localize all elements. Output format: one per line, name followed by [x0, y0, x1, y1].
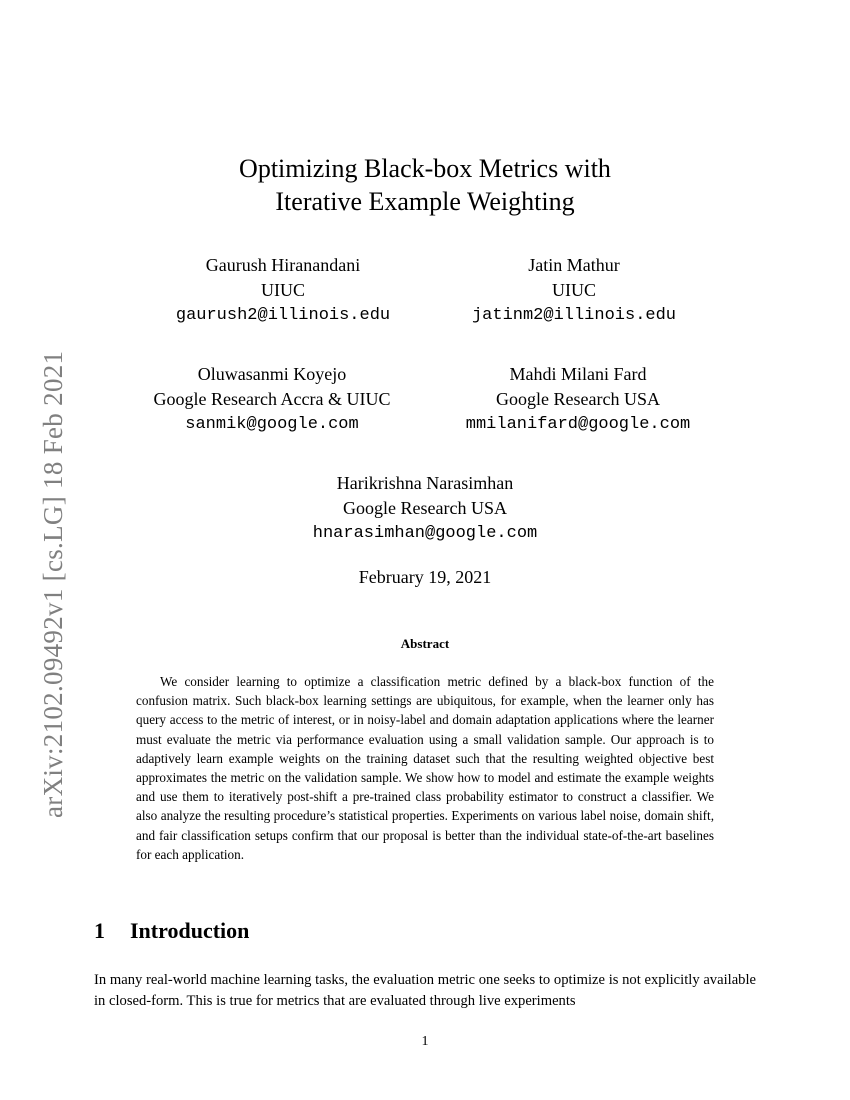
- author-email[interactable]: jatinm2@illinois.edu: [471, 306, 677, 325]
- author-affiliation: UIUC: [261, 280, 305, 300]
- paper-title: [0, 152, 850, 218]
- section-heading: [94, 918, 249, 944]
- publication-date: February 19, 2021: [358, 567, 492, 587]
- author-email[interactable]: gaurush2@illinois.edu: [175, 306, 391, 325]
- author-name: Harikrishna Narasimhan: [336, 473, 514, 493]
- author-block: [255, 471, 595, 546]
- author-affiliation: UIUC: [552, 280, 596, 300]
- abstract-text: We consider learning to optimize a classification metric defined by a black-box function of the confusion matrix. Such black-box learning settings are ubiquitous, for example, when the learner only has query access to the metric of interest, or in noisy-label and domain adaptation applications where the learner must evaluate the metric via performance evaluation using a small validation sample. Our approach is to adaptively learn example weights on the training dataset such that the resulting weighted objective best approximates the metric on the validation sample. We show how to model and estimate the example weights and use them to iteratively post-shift a pre-trained class probability estimator to construct a classifier. We also analyze the resulting procedure’s statistical properties. Experiments on various label noise, domain shift, and fair classification setups confirm that our proposal is better than the individual state-of-the-art baselines for each application.: [136, 674, 714, 862]
- abstract-heading: Abstract: [400, 636, 450, 651]
- author-affiliation: Google Research USA: [496, 389, 660, 409]
- author-block: [408, 362, 748, 437]
- author-name: Jatin Mathur: [528, 255, 620, 275]
- author-affiliation: Google Research Accra & UIUC: [153, 389, 391, 409]
- author-block: [113, 253, 453, 328]
- author-block: [102, 362, 442, 437]
- author-email[interactable]: hnarasimhan@google.com: [312, 524, 538, 543]
- section-title: Introduction: [130, 918, 250, 943]
- author-block: [404, 253, 744, 328]
- section-number: 1: [94, 918, 105, 943]
- arxiv-identifier-stamp: arXiv:2102.09492v1 [cs.LG] 18 Feb 2021: [38, 350, 68, 818]
- page-number: 1: [421, 1034, 429, 1049]
- introduction-text: In many real-world machine learning tasks, the evaluation metric one seeks to optimize is not explicitly available in closed-form. This is true for metrics that are evaluated through live experiments: [94, 972, 756, 1009]
- title-line-2: Iterative Example Weighting: [275, 187, 575, 216]
- author-name: Gaurush Hiranandani: [205, 255, 361, 275]
- author-name: Mahdi Milani Fard: [509, 364, 647, 384]
- author-name: Oluwasanmi Koyejo: [197, 364, 347, 384]
- title-line-1: Optimizing Black-box Metrics with: [239, 154, 611, 183]
- author-email[interactable]: mmilanifard@google.com: [465, 415, 691, 434]
- author-affiliation: Google Research USA: [343, 498, 507, 518]
- author-email[interactable]: sanmik@google.com: [185, 415, 359, 434]
